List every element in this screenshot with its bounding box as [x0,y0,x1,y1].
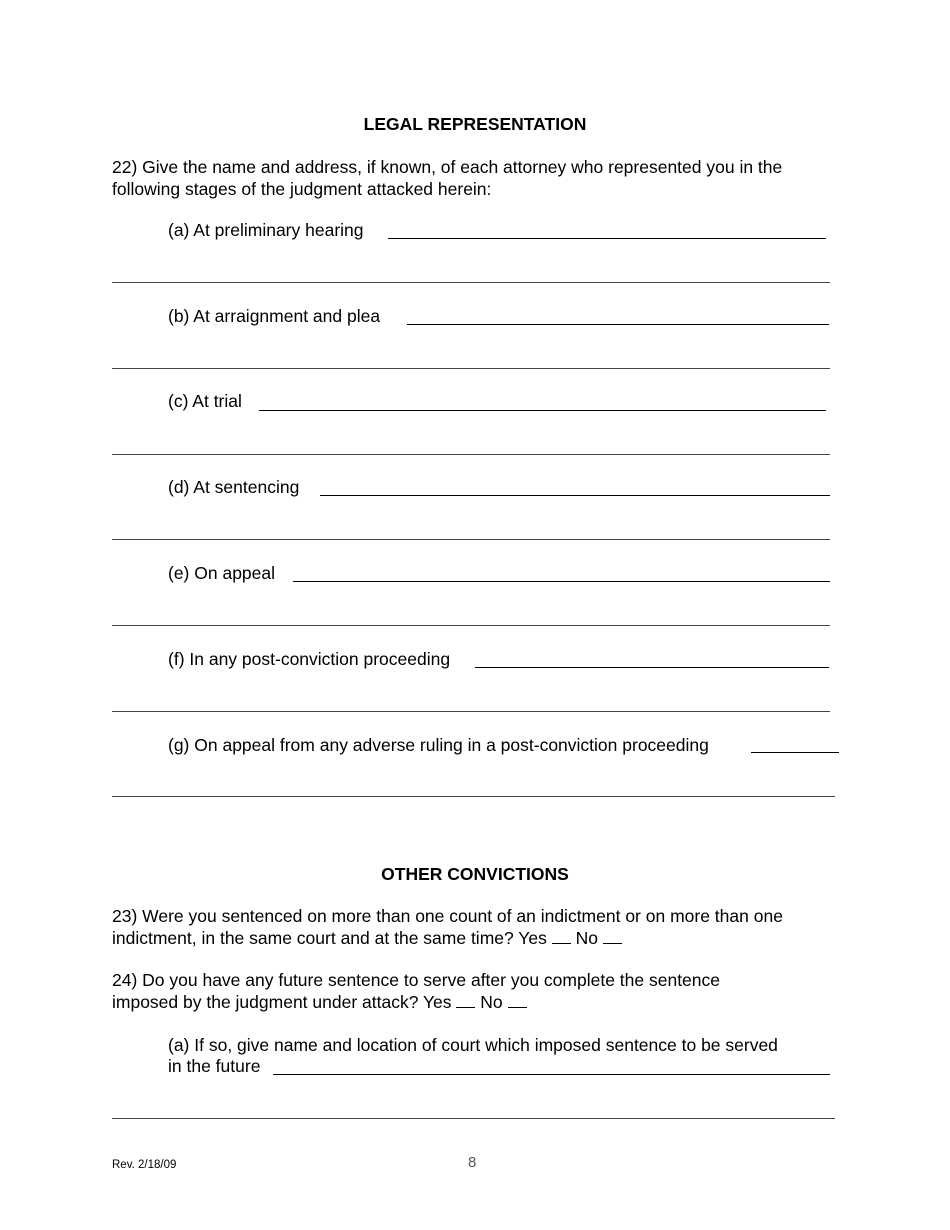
section-heading-legal-representation: LEGAL REPRESENTATION [363,114,587,134]
question-24-line2 [112,992,527,1013]
question-23-no-blank[interactable] [603,928,622,944]
section-heading-other-convictions: OTHER CONVICTIONS [381,864,569,884]
question-24a-line2: in the future [168,1056,261,1076]
question-24-line1: 24) Do you have any future sentence to serve after you complete the sentence [112,970,721,990]
item-e-label: (e) On appeal [168,563,276,583]
question-24a-line1: (a) If so, give name and location of court which imposed sentence to be served [168,1035,778,1055]
item-a-continuation-line[interactable] [112,282,830,283]
item-d-continuation-line[interactable] [112,539,830,540]
item-g-label: (g) On appeal from any adverse ruling in a post-conviction proceeding [168,735,709,755]
item-b-answer-line[interactable] [407,324,829,325]
item-e-continuation-line[interactable] [112,625,830,626]
item-c-continuation-line[interactable] [112,454,830,455]
item-a-answer-line[interactable] [388,238,826,239]
page-number: 8 [468,1154,477,1171]
question-24-yes-label: imposed by the judgment under attack? Yes [112,992,452,1012]
item-f-label: (f) In any post-conviction proceeding [168,649,451,669]
question-23-yes-label: indictment, in the same court and at the same time? Yes [112,928,547,948]
revision-date: Rev. 2/18/09 [112,1159,177,1171]
question-24-yes-blank[interactable] [456,992,475,1008]
question-23-no-label: No [575,928,598,948]
item-b-continuation-line[interactable] [112,368,830,369]
question-22-text: 22) Give the name and address, if known, of each attorney who represented you in the following stages of the judgment attacked herein: [112,157,783,199]
item-f-answer-line[interactable] [475,667,829,668]
item-g-continuation-line[interactable] [112,796,835,797]
item-e-answer-line[interactable] [293,581,830,582]
item-d-label: (d) At sentencing [168,477,300,497]
question-23-yes-blank[interactable] [552,928,571,944]
item-c-answer-line[interactable] [259,410,826,411]
item-d-answer-line[interactable] [320,495,830,496]
item-a-label: (a) At preliminary hearing [168,220,364,240]
question-23-line1: 23) Were you sentenced on more than one count of an indictment or on more than one [112,906,783,926]
item-f-continuation-line[interactable] [112,711,830,712]
question-24a-continuation-line[interactable] [112,1118,835,1119]
question-24-no-label: No [480,992,503,1012]
item-c-label: (c) At trial [168,391,242,411]
item-g-answer-line[interactable] [751,752,839,753]
item-b-label: (b) At arraignment and plea [168,306,381,326]
question-24a-answer-line[interactable] [273,1074,830,1075]
question-24-no-blank[interactable] [508,992,527,1008]
question-23-line2 [112,928,622,949]
